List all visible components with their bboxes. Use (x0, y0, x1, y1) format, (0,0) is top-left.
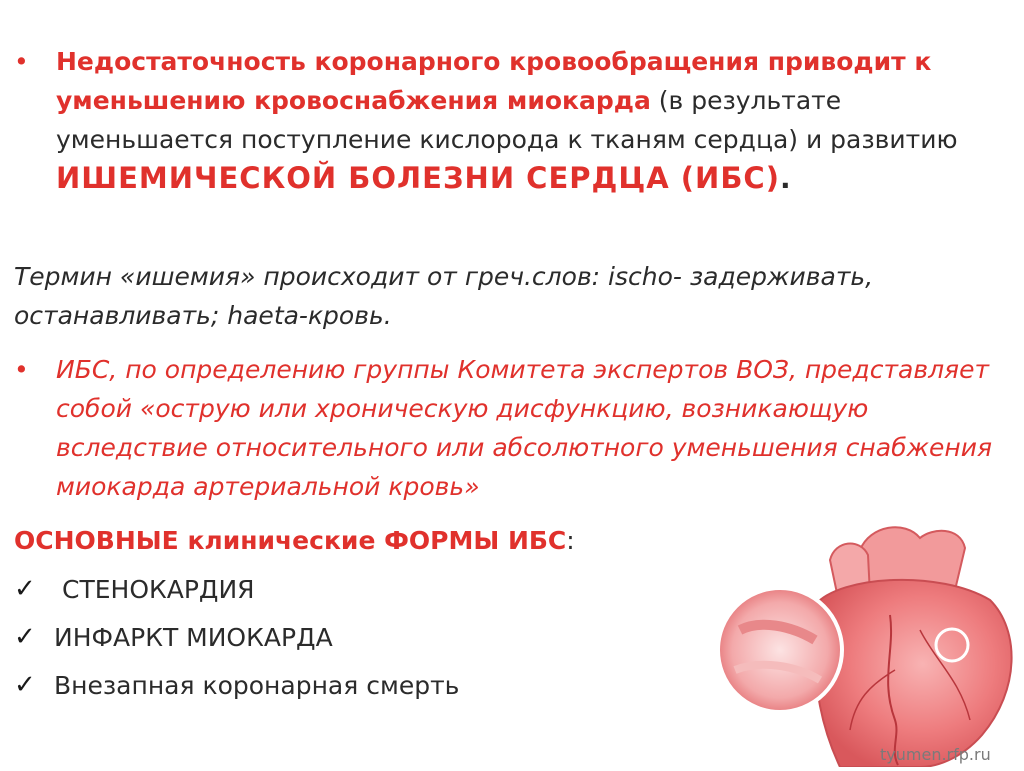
list-item (14, 613, 714, 661)
bullet-who-definition (14, 350, 1014, 506)
heart-illustration (720, 520, 1024, 767)
forms-heading-text: ОСНОВНЫЕ клинические ФОРМЫ ИБС (14, 526, 567, 555)
form-label: СТЕНОКАРДИЯ (62, 574, 255, 604)
bullet-marker: • (14, 47, 29, 76)
bullet1-period: . (779, 162, 791, 195)
form-label: ИНФАРКТ МИОКАРДА (54, 622, 333, 652)
term-paragraph (14, 257, 1014, 335)
bullet1-plain-text: (в результате уменьшается поступление кислорода к тканям сердца) и развитию (56, 86, 958, 154)
list-item (14, 661, 714, 709)
heart-icon (720, 520, 1024, 767)
list-item (14, 565, 714, 613)
forms-list (14, 565, 714, 709)
forms-heading-colon: : (566, 526, 575, 555)
bullet1-red-text: Недостаточность коронарного кровообращения приводит к уменьшению кровоснабжения миокарда (56, 47, 932, 115)
bullet2-text: ИБС, по определению группы Комитета экспертов ВОЗ, представляет собой «острую или хроническую дисфункцию, возникающую вследствие относительного или абсолютного уменьшения снабжения миокарда артериальной кровь» (56, 355, 993, 501)
ibs-emphasis: ИШЕМИЧЕСКОЙ БОЛЕЗНИ СЕРДЦА (ИБС) (56, 161, 780, 195)
term-text: Термин «ишемия» происходит от греч.слов: ischo- задерживать, останавливать; haeta-кровь. (14, 262, 874, 330)
checkmark-icon: ✓ (14, 622, 36, 652)
form-label: Внезапная коронарная смерть (54, 670, 460, 700)
checkmark-icon: ✓ (14, 574, 36, 604)
bullet-ischemia-definition (14, 42, 1014, 199)
watermark-text: tyumen.rfp.ru (880, 745, 991, 764)
bullet-marker: • (14, 355, 29, 384)
checkmark-icon: ✓ (14, 670, 36, 700)
